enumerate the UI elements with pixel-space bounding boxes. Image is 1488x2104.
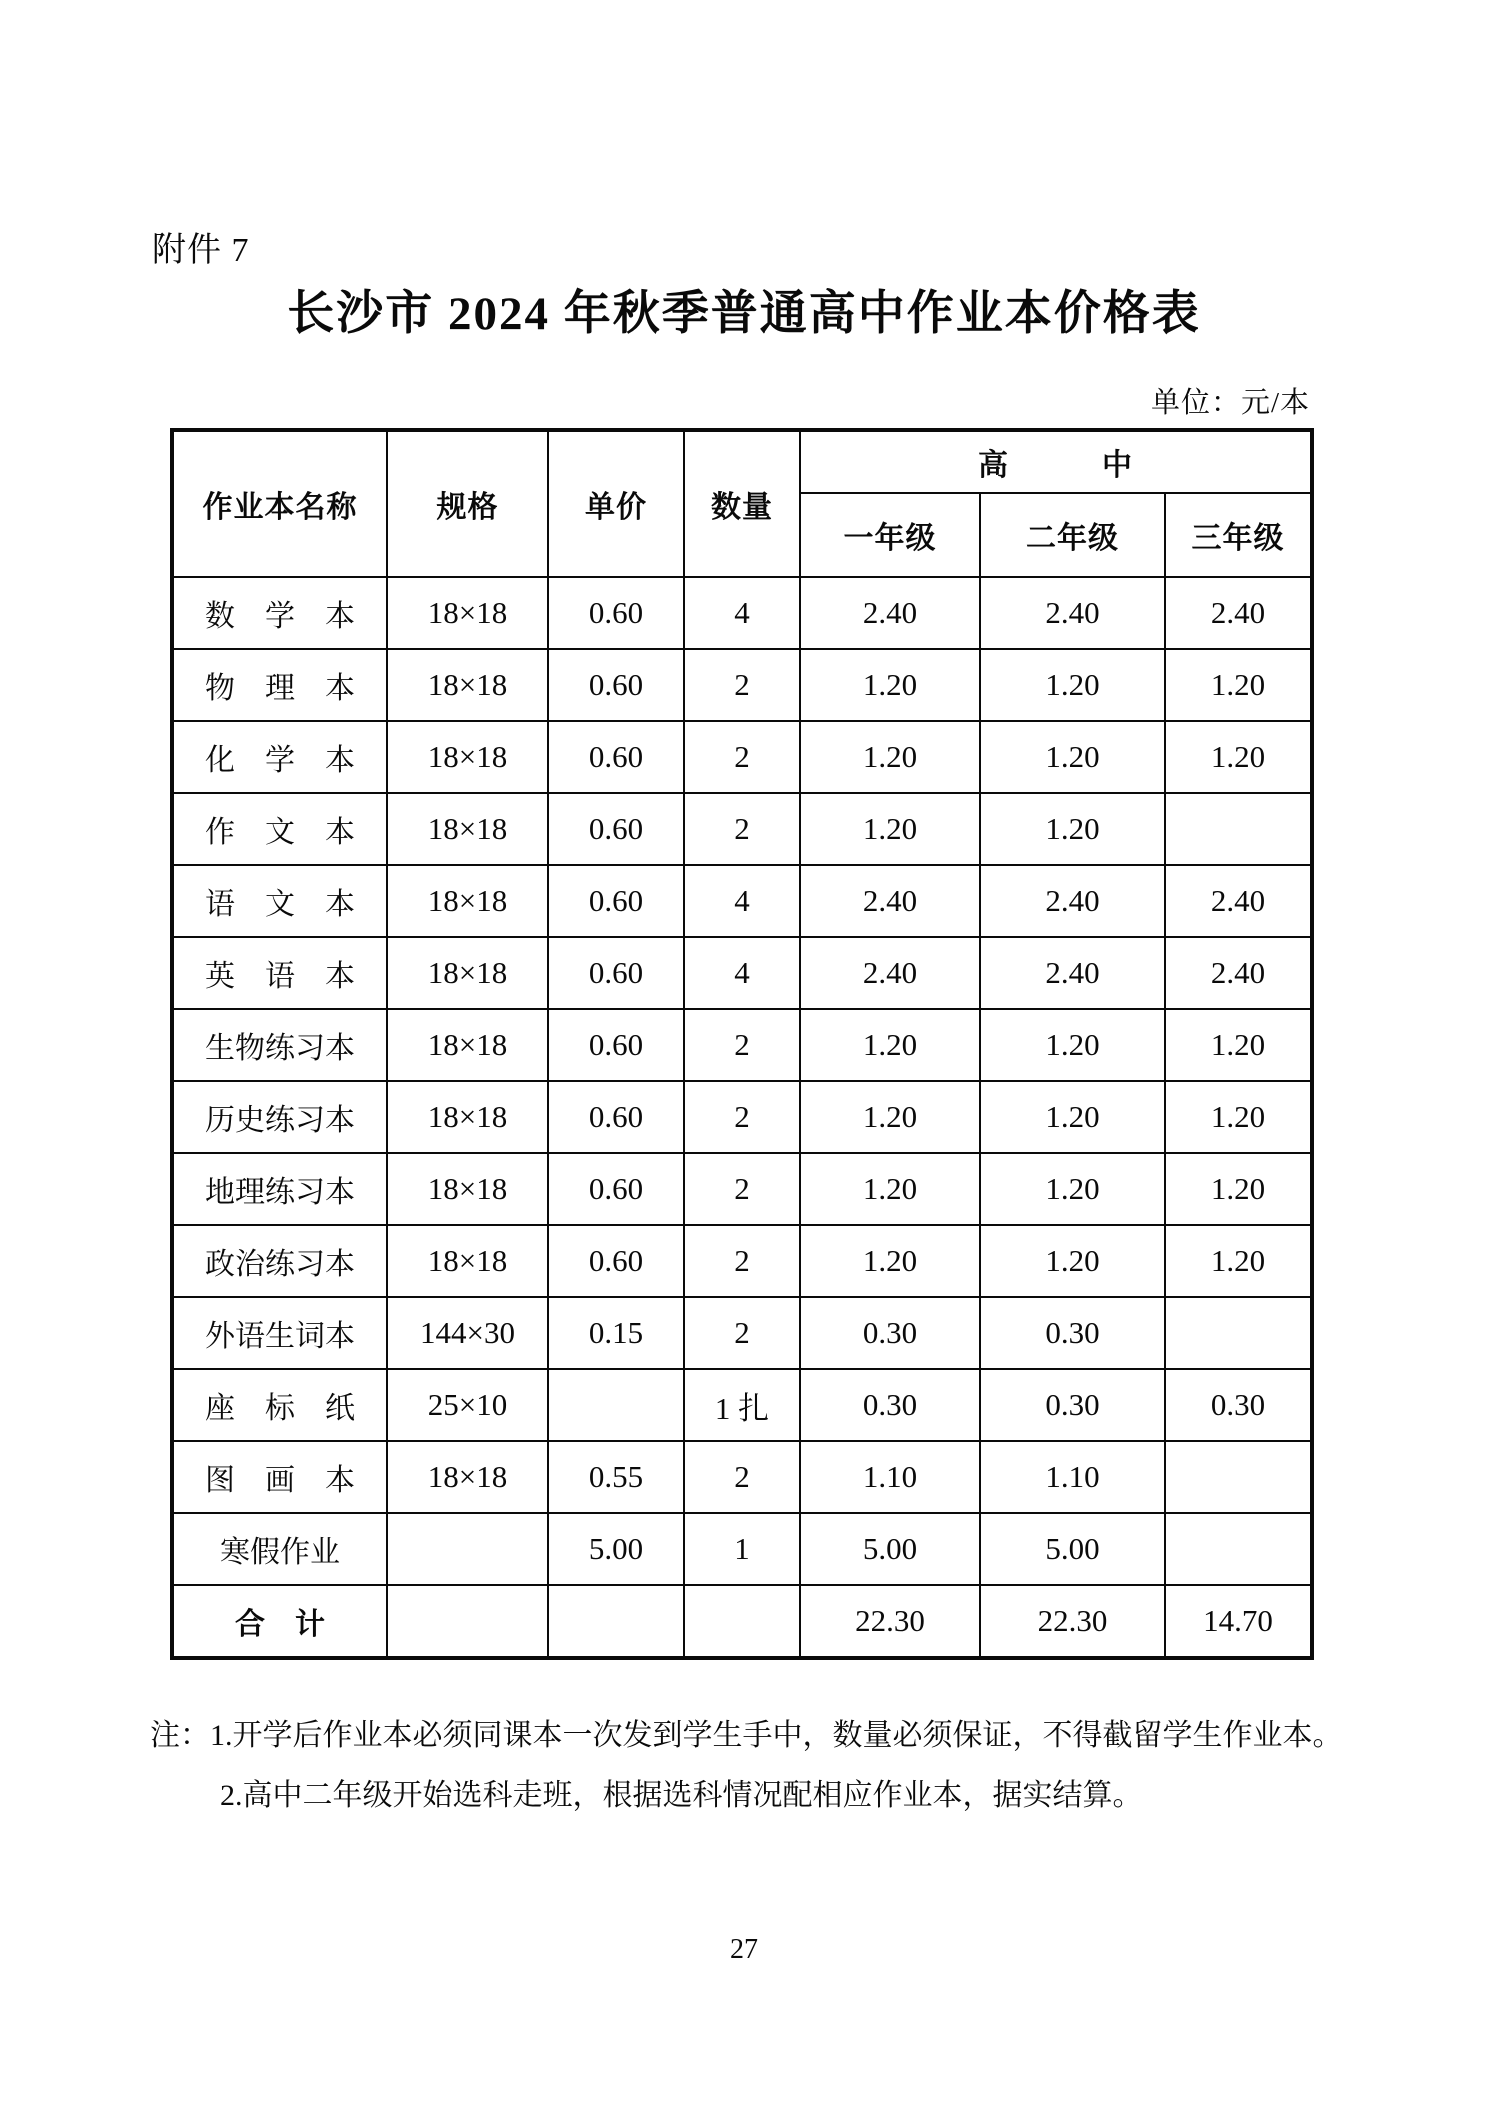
cell-unit-price: 5.00 [548, 1513, 684, 1585]
cell-quantity: 2 [684, 1009, 800, 1081]
cell-spec: 18×18 [387, 937, 548, 1009]
total-spec [387, 1585, 548, 1658]
note-line-2 [150, 1766, 1370, 1826]
table-row [172, 1441, 1312, 1513]
cell-name: 英 语 本 [172, 937, 387, 1009]
cell-unit-price: 0.60 [548, 721, 684, 793]
table-row [172, 865, 1312, 937]
cell-unit-price: 0.60 [548, 1009, 684, 1081]
cell-grade1: 5.00 [800, 1513, 980, 1585]
cell-grade3 [1165, 1513, 1312, 1585]
cell-spec [387, 1513, 548, 1585]
cell-grade2: 1.20 [980, 1081, 1165, 1153]
total-label: 合 计 [172, 1585, 387, 1658]
cell-unit-price: 0.60 [548, 865, 684, 937]
cell-grade3: 2.40 [1165, 865, 1312, 937]
total-grade1: 22.30 [800, 1585, 980, 1658]
cell-grade1: 1.20 [800, 649, 980, 721]
cell-grade2: 0.30 [980, 1369, 1165, 1441]
table-row [172, 1225, 1312, 1297]
cell-quantity: 1 [684, 1513, 800, 1585]
cell-spec: 18×18 [387, 1153, 548, 1225]
cell-spec: 18×18 [387, 1081, 548, 1153]
cell-grade1: 2.40 [800, 865, 980, 937]
table-row [172, 1513, 1312, 1585]
cell-quantity: 2 [684, 1153, 800, 1225]
cell-spec: 18×18 [387, 1225, 548, 1297]
table-row [172, 1369, 1312, 1441]
cell-quantity: 2 [684, 1081, 800, 1153]
cell-spec: 18×18 [387, 1441, 548, 1513]
cell-grade3: 1.20 [1165, 1225, 1312, 1297]
cell-unit-price: 0.60 [548, 937, 684, 1009]
cell-name: 物 理 本 [172, 649, 387, 721]
cell-unit-price [548, 1369, 684, 1441]
cell-spec: 25×10 [387, 1369, 548, 1441]
cell-grade3: 1.20 [1165, 649, 1312, 721]
cell-name: 语 文 本 [172, 865, 387, 937]
cell-name: 政治练习本 [172, 1225, 387, 1297]
cell-quantity: 4 [684, 937, 800, 1009]
cell-grade2: 0.30 [980, 1297, 1165, 1369]
page-number: 27 [730, 1934, 758, 1965]
header-grade3: 三年级 [1165, 493, 1312, 577]
cell-grade1: 1.20 [800, 1081, 980, 1153]
cell-quantity: 2 [684, 1225, 800, 1297]
cell-unit-price: 0.55 [548, 1441, 684, 1513]
price-table-footer [172, 1585, 1312, 1658]
cell-quantity: 2 [684, 1441, 800, 1513]
cell-name: 图 画 本 [172, 1441, 387, 1513]
table-total-row [172, 1585, 1312, 1658]
cell-grade1: 2.40 [800, 577, 980, 649]
cell-grade1: 1.20 [800, 1225, 980, 1297]
cell-name: 作 文 本 [172, 793, 387, 865]
price-table-header [172, 430, 1312, 577]
cell-grade1: 1.20 [800, 1009, 980, 1081]
header-unit-price: 单价 [548, 430, 684, 577]
cell-spec: 144×30 [387, 1297, 548, 1369]
total-quantity [684, 1585, 800, 1658]
price-table [170, 428, 1314, 1660]
cell-quantity: 4 [684, 865, 800, 937]
cell-spec: 18×18 [387, 793, 548, 865]
header-grade1: 一年级 [800, 493, 980, 577]
header-group-highschool: 高 中 [800, 430, 1312, 493]
cell-grade1: 1.20 [800, 1153, 980, 1225]
table-row [172, 649, 1312, 721]
unit-note: 单位：元/本 [1150, 387, 1310, 419]
table-row [172, 1009, 1312, 1081]
table-row [172, 1153, 1312, 1225]
cell-unit-price: 0.60 [548, 1225, 684, 1297]
cell-grade1: 1.10 [800, 1441, 980, 1513]
cell-grade1: 0.30 [800, 1369, 980, 1441]
attachment-label: 附件 7 [152, 232, 250, 269]
cell-grade3: 0.30 [1165, 1369, 1312, 1441]
cell-grade2: 5.00 [980, 1513, 1165, 1585]
table-row [172, 937, 1312, 1009]
header-grade2: 二年级 [980, 493, 1165, 577]
cell-grade2: 1.20 [980, 1009, 1165, 1081]
cell-name: 地理练习本 [172, 1153, 387, 1225]
cell-spec: 18×18 [387, 649, 548, 721]
cell-name: 数 学 本 [172, 577, 387, 649]
cell-grade2: 1.20 [980, 793, 1165, 865]
cell-name: 外语生词本 [172, 1297, 387, 1369]
cell-grade2: 1.20 [980, 721, 1165, 793]
note-1-text: 1.开学后作业本必须同课本一次发到学生手中，数量必须保证，不得截留学生作业本。 [210, 1719, 1343, 1752]
cell-quantity: 2 [684, 649, 800, 721]
total-unit-price [548, 1585, 684, 1658]
cell-grade3 [1165, 1297, 1312, 1369]
note-prefix: 注： [150, 1719, 210, 1752]
price-table-body [172, 577, 1312, 1585]
cell-name: 生物练习本 [172, 1009, 387, 1081]
cell-quantity: 4 [684, 577, 800, 649]
cell-grade3 [1165, 1441, 1312, 1513]
cell-grade1: 1.20 [800, 793, 980, 865]
page-title: 长沙市 2024 年秋季普通高中作业本价格表 [287, 288, 1201, 340]
cell-grade1: 2.40 [800, 937, 980, 1009]
cell-quantity: 2 [684, 1297, 800, 1369]
cell-grade1: 0.30 [800, 1297, 980, 1369]
cell-grade1: 1.20 [800, 721, 980, 793]
cell-name: 历史练习本 [172, 1081, 387, 1153]
table-row [172, 577, 1312, 649]
cell-quantity: 2 [684, 793, 800, 865]
cell-quantity: 1 扎 [684, 1369, 800, 1441]
table-row [172, 1081, 1312, 1153]
cell-grade3: 1.20 [1165, 1081, 1312, 1153]
cell-spec: 18×18 [387, 577, 548, 649]
cell-grade2: 1.10 [980, 1441, 1165, 1513]
cell-spec: 18×18 [387, 721, 548, 793]
note-line-1 [150, 1706, 1370, 1766]
note-2-text: 2.高中二年级开始选科走班，根据选科情况配相应作业本，据实结算。 [220, 1779, 1143, 1812]
total-grade3: 14.70 [1165, 1585, 1312, 1658]
total-grade2: 22.30 [980, 1585, 1165, 1658]
notes-block [150, 1706, 1370, 1826]
cell-grade2: 1.20 [980, 1225, 1165, 1297]
cell-unit-price: 0.60 [548, 649, 684, 721]
table-row [172, 1297, 1312, 1369]
cell-grade2: 1.20 [980, 649, 1165, 721]
cell-quantity: 2 [684, 721, 800, 793]
cell-grade3 [1165, 793, 1312, 865]
header-spec: 规格 [387, 430, 548, 577]
cell-grade3: 1.20 [1165, 1153, 1312, 1225]
cell-grade3: 2.40 [1165, 937, 1312, 1009]
cell-grade3: 1.20 [1165, 1009, 1312, 1081]
header-row-top [172, 430, 1312, 493]
cell-grade2: 1.20 [980, 1153, 1165, 1225]
cell-grade2: 2.40 [980, 865, 1165, 937]
cell-grade3: 1.20 [1165, 721, 1312, 793]
cell-name: 座 标 纸 [172, 1369, 387, 1441]
cell-grade2: 2.40 [980, 937, 1165, 1009]
table-row [172, 721, 1312, 793]
table-row [172, 793, 1312, 865]
cell-unit-price: 0.60 [548, 1081, 684, 1153]
cell-unit-price: 0.60 [548, 793, 684, 865]
cell-unit-price: 0.60 [548, 1153, 684, 1225]
cell-spec: 18×18 [387, 1009, 548, 1081]
cell-grade3: 2.40 [1165, 577, 1312, 649]
cell-spec: 18×18 [387, 865, 548, 937]
cell-name: 化 学 本 [172, 721, 387, 793]
header-name: 作业本名称 [172, 430, 387, 577]
header-quantity: 数量 [684, 430, 800, 577]
cell-grade2: 2.40 [980, 577, 1165, 649]
cell-name: 寒假作业 [172, 1513, 387, 1585]
cell-unit-price: 0.60 [548, 577, 684, 649]
cell-unit-price: 0.15 [548, 1297, 684, 1369]
